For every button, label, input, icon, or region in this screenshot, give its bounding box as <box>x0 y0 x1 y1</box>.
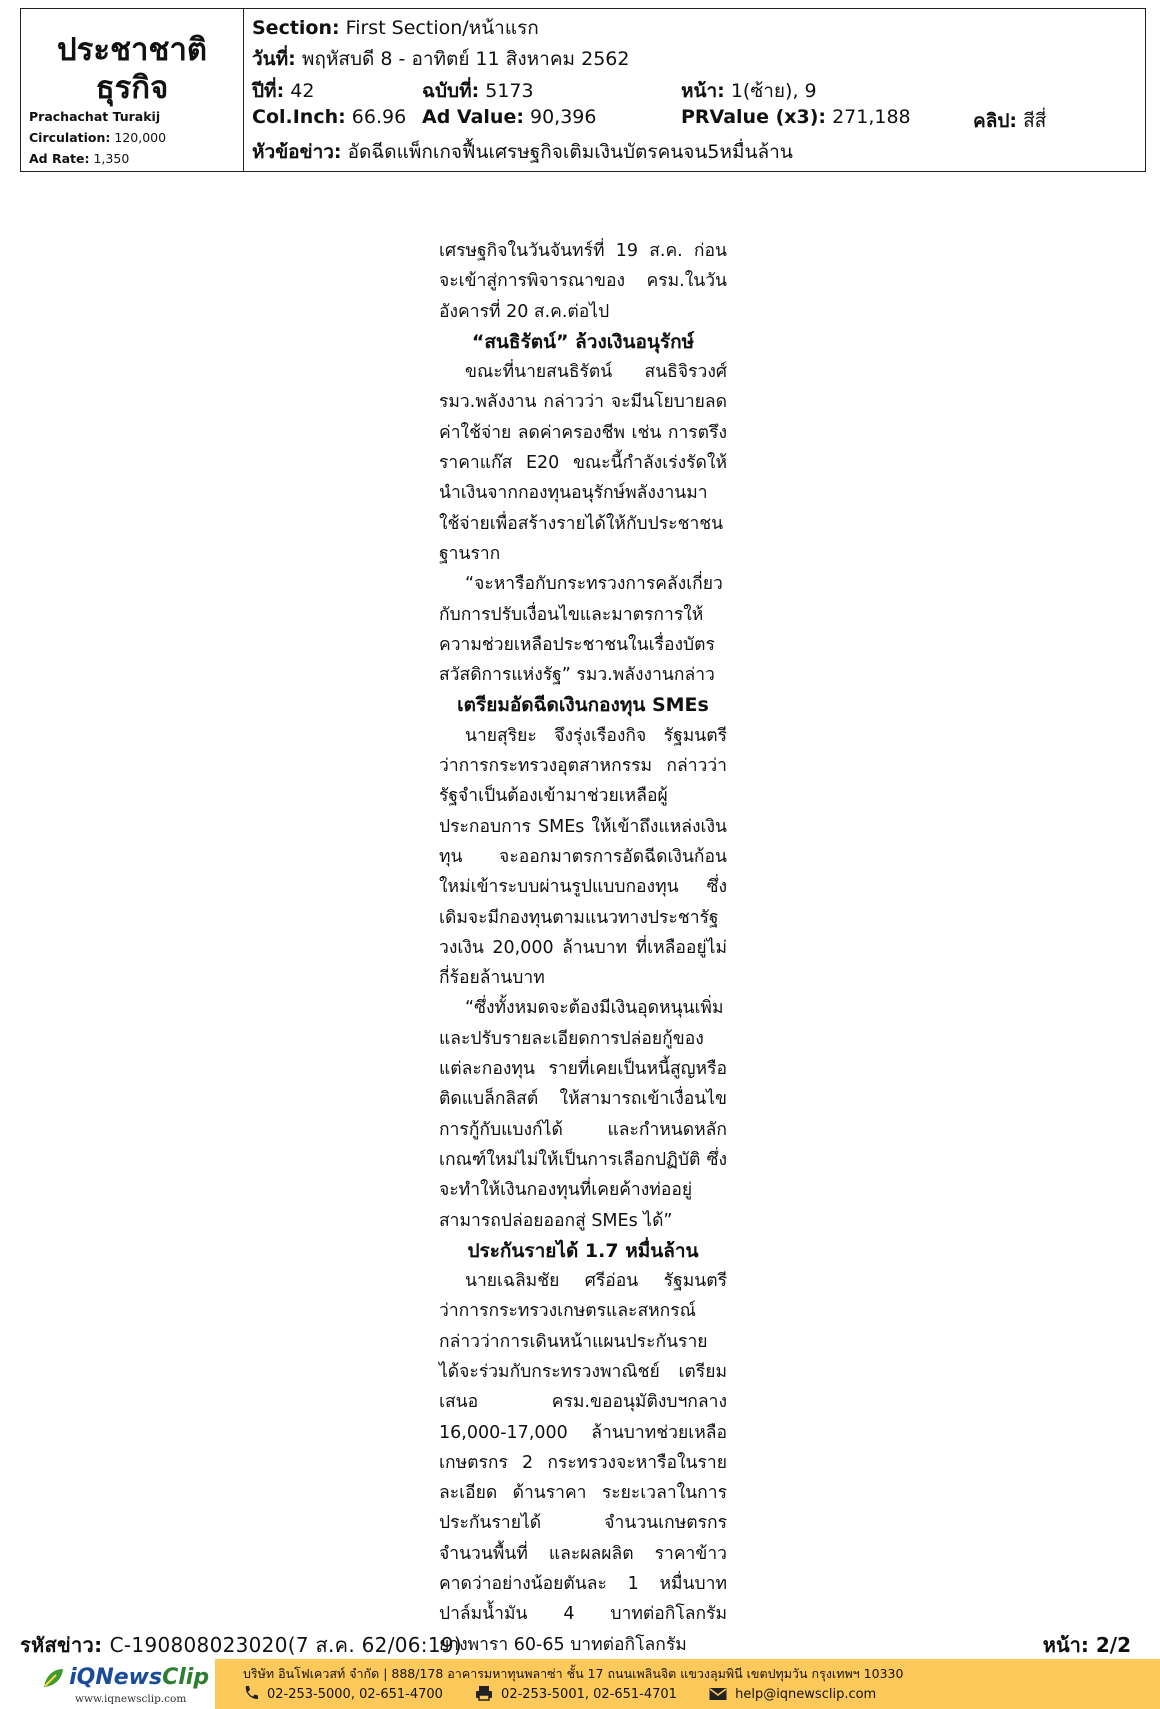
issue-field <box>422 76 534 106</box>
section-row <box>252 13 539 43</box>
publication-name-line1: ประชาชาติ <box>56 32 207 68</box>
date-label: วันที่: <box>252 48 296 70</box>
page-number-value: 2/2 <box>1095 1633 1131 1657</box>
footer <box>0 1659 1160 1709</box>
date-value: พฤหัสบดี 8 - อาทิตย์ 11 สิงหาคม 2562 <box>301 48 630 70</box>
circulation-value: 120,000 <box>114 130 167 145</box>
phone-contact <box>243 1687 447 1702</box>
clip-field <box>973 106 1046 136</box>
publication-en-name: Prachachat Turakij <box>29 109 161 124</box>
logo-wordmark-suffix: Clip <box>162 1665 210 1690</box>
page-value: 1(ซ้าย), 9 <box>730 80 817 102</box>
article-column <box>439 236 727 1660</box>
advalue-value: 90,396 <box>529 106 597 128</box>
article-paragraph: ขณะที่นายสนธิรัตน์ สนธิจิรวงศ์ รมว.พลังงาน กล่าวว่า จะมีนโยบายลดค่าใช้จ่าย ลดค่าครองชีพ เช่น การตรึงราคาแก๊ส E20 ขณะนี้กำลังเร่งรัดให้นำเงินจากกองทุนอนุรักษ์พลังงานมาใช้จ่ายเพื่อสร้างรายได้ให้กับประชาชนฐานราก <box>439 362 727 564</box>
footer-contact-bar <box>215 1659 1160 1709</box>
article-subheading: “สนธิรัตน์” ล้วงเงินอนุรักษ์ <box>471 330 695 353</box>
section-label: Section: <box>252 17 340 39</box>
page-number <box>1043 1629 1131 1661</box>
logo-wordmark-prefix: iQNews <box>69 1665 163 1690</box>
email-contact <box>709 1687 876 1702</box>
news-id-value: C-190808023020(7 ส.ค. 62/06:19) <box>109 1633 462 1657</box>
email-icon <box>709 1687 727 1701</box>
fax-icon <box>475 1685 493 1701</box>
page-field <box>681 76 817 106</box>
page-label: หน้า: <box>681 80 725 102</box>
article-paragraph: เศรษฐกิจในวันจันทร์ที่ 19 ส.ค. ก่อนจะเข้าสู่การพิจารณาของ ครม.ในวันอังคารที่ 20 ส.ค.ต่อไป <box>439 241 727 322</box>
headline-row <box>252 137 793 167</box>
article-paragraph: “จะหารือกับกระทรวงการคลังเกี่ยวกับการปรับเงื่อนไขและมาตรการให้ความช่วยเหลือประชาชนในเรื่องบัตรสวัสดิการแห่งรัฐ” รมว.พลังงานกล่าว <box>439 574 723 686</box>
date-row <box>252 44 629 74</box>
publication-block <box>21 9 244 171</box>
news-id <box>20 1629 462 1661</box>
publication-meta <box>29 106 166 169</box>
clip-value: สีสี่ <box>1023 110 1047 132</box>
section-value: First Section/หน้าแรก <box>345 17 539 39</box>
year-value: 42 <box>290 80 315 102</box>
article-paragraph: นายเฉลิมชัย ศรีอ่อน รัฐมนตรีว่าการกระทรวงเกษตรและสหกรณ์ กล่าวว่าการเดินหน้าแผนประกันรายได้จะร่วมกับกระทรวงพาณิชย์ เตรียมเสนอ ครม.ขออนุมัติงบฯกลาง 16,000-17,000 ล้านบาทช่วยเหลือเกษตรกร 2 กระทรวงจะหารือในรายละเอียด ด้านราคา ระยะเวลาในการประกันรายได้ จำนวนเกษตรกร จำนวนพื้นที่ และผลผลิต ราคาข้าวคาดว่าอย่างน้อยตันละ 1 หมื่นบาท ปาล์มน้ำมัน 4 บาทต่อกิโลกรัม ยางพารา 60-65 บาทต่อกิโลกรัม <box>439 1271 727 1655</box>
headline-value: อัดฉีดแพ็กเกจฟื้นเศรษฐกิจเติมเงินบัตรคนจน5หมื่นล้าน <box>347 141 793 163</box>
prvalue-label: PRValue (x3): <box>681 106 827 128</box>
leaf-icon <box>42 1667 64 1689</box>
fax-contact <box>475 1687 681 1702</box>
article-paragraph: นายสุริยะ จึงรุ่งเรืองกิจ รัฐมนตรีว่าการกระทรวงอุตสาหกรรม กล่าวว่ารัฐจำเป็นต้องเข้ามาช่วยเหลือผู้ประกอบการ SMEs ให้เข้าถึงแหล่งเงินทุน จะออกมาตรการอัดฉีดเงินก้อนใหม่เข้าระบบผ่านรูปแบบกองทุน ซึ่งเดิมจะมีกองทุนตามแนวทางประชารัฐ วงเงิน 20,000 ล้านบาท ที่เหลืออยู่ไม่กี่ร้อยล้านบาท <box>439 725 727 989</box>
email-address[interactable]: help@iqnewsclip.com <box>735 1687 877 1702</box>
colinch-value: 66.96 <box>351 106 407 128</box>
advalue-label: Ad Value: <box>422 106 524 128</box>
page-number-label: หน้า: <box>1042 1633 1089 1657</box>
company-address: บริษัท อินโฟเควสท์ จำกัด | 888/178 อาคารมหาทุนพลาซ่า ชั้น 17 ถนนเพลินจิต แขวงลุมพินี เขตปทุมวัน กรุงเทพฯ 10330 <box>243 1666 904 1681</box>
headline-label: หัวข้อข่าว: <box>252 141 342 163</box>
iqnewsclip-logo[interactable] <box>42 1665 210 1705</box>
circulation-label: Circulation: <box>29 130 111 145</box>
colinch-label: Col.Inch: <box>252 106 346 128</box>
footer-logo-area <box>0 1659 215 1709</box>
logo-url[interactable]: www.iqnewsclip.com <box>75 1693 187 1705</box>
article-paragraph: “ซึ่งทั้งหมดจะต้องมีเงินอุดหนุนเพิ่มและปรับรายละเอียดการปล่อยกู้ของแต่ละกองทุน รายที่เคยเป็นหนี้สูญหรือติดแบล็กลิสต์ ให้สามารถเข้าเงื่อนไขการกู้กับแบงก์ได้ และกำหนดหลักเกณฑ์ใหม่ไม่ให้เป็นการเลือกปฏิบัติ ซึ่งจะทำให้เงินกองทุนที่เคยค้างท่ออยู่สามารถปล่อยออกสู่ SMEs ได้” <box>439 998 727 1231</box>
prvalue-field <box>681 106 911 128</box>
ad-rate-value: 1,350 <box>93 151 130 166</box>
contact-row <box>243 1685 904 1702</box>
prvalue-value: 271,188 <box>832 106 911 128</box>
article-subheading: ประกันรายได้ 1.7 หมื่นล้าน <box>467 1239 699 1262</box>
year-label: ปีที่: <box>252 80 285 102</box>
clip-label: คลิป: <box>973 110 1018 132</box>
clip-header <box>20 8 1146 172</box>
publication-name <box>21 31 243 107</box>
logo-wordmark <box>69 1665 209 1690</box>
phone-icon <box>243 1685 259 1701</box>
year-row <box>252 76 314 106</box>
article-subheading: เตรียมอัดฉีดเงินกองทุน SMEs <box>457 694 709 717</box>
colinch-field <box>252 106 406 128</box>
issue-value: 5173 <box>485 80 534 102</box>
publication-name-line2: ธุรกิจ <box>95 70 169 106</box>
news-id-label: รหัสข่าว: <box>20 1633 103 1657</box>
issue-label: ฉบับที่: <box>422 80 480 102</box>
phone-numbers: 02-253-5000, 02-651-4700 <box>267 1687 443 1702</box>
fax-numbers: 02-253-5001, 02-651-4701 <box>501 1687 677 1702</box>
ad-rate-label: Ad Rate: <box>29 151 90 166</box>
advalue-field <box>422 106 596 128</box>
clip-info <box>244 9 1145 171</box>
